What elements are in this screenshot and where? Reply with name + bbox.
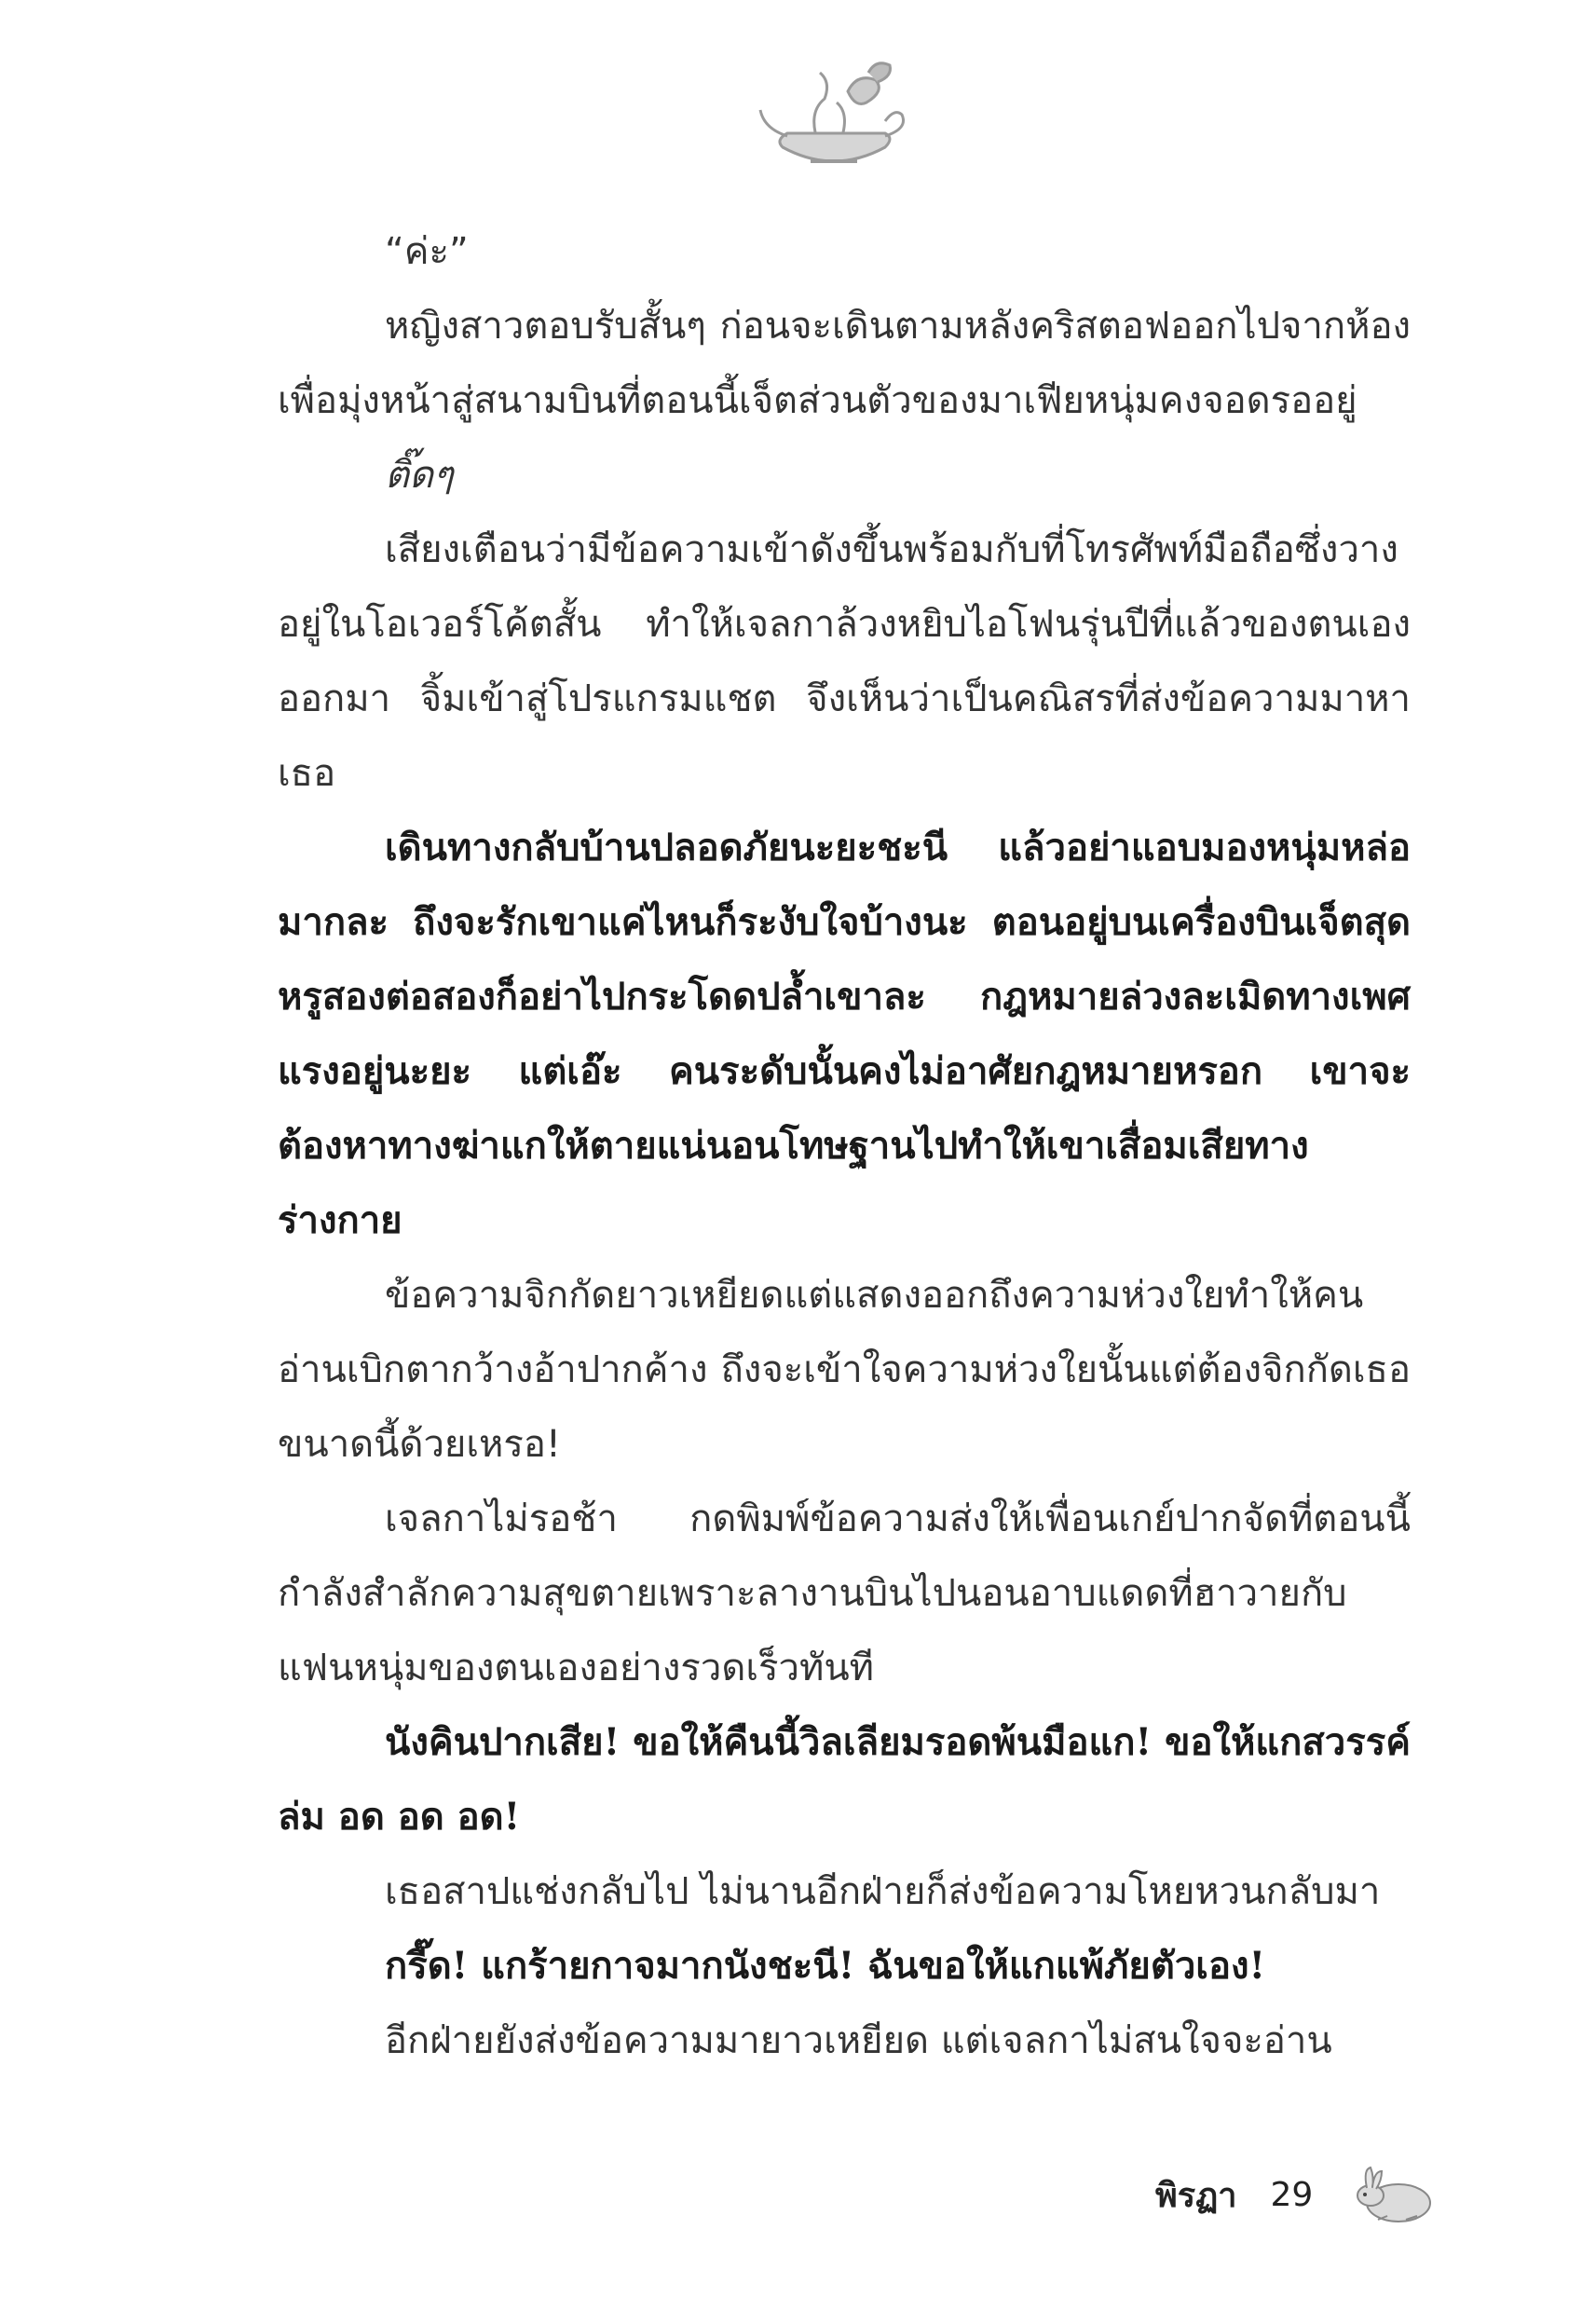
paragraph-1: “ค่ะ” — [385, 230, 469, 273]
paragraph-11: อีกฝ่ายยังส่งข้อความมายาวเหยียด แต่เจลกาไม่สนใจจะอ่าน — [385, 2019, 1332, 2062]
paragraph-2: หญิงสาวตอบรับสั้นๆ ก่อนจะเดินตามหลังคริสตอฟออกไปจากห้องเพื่อมุ่งหน้าสู่สนามบินที่ตอนนี้เจ็ตส่วนตัวของมาเฟียหนุ่มคงจอดรออยู่ — [278, 305, 1411, 422]
paragraph-6: ข้อความจิกกัดยาวเหยียดแต่แสดงออกถึงความห่วงใยทำให้คนอ่านเบิกตากว้างอ้าปากค้าง ถึงจะเข้าใจความห่วงใยนั้นแต่ต้องจิกกัดเธอขนาดนี้ด้วยเหรอ! — [278, 1274, 1411, 1466]
paragraph-8: นังคินปากเสีย! ขอให้คืนนี้วิลเลียมรอดพ้นมือแก! ขอให้แกสวรรค์ล่ม อด อด อด! — [278, 1720, 1411, 1839]
author-name: พิรฏา — [1155, 2176, 1237, 2215]
page-number: 29 — [1270, 2175, 1314, 2214]
paragraph-10: กรี๊ด! แกร้ายกาจมากนังชะนี! ฉันขอให้แกแพ้ภัยตัวเอง! — [385, 1944, 1266, 1988]
paragraph-9: เธอสาปแช่งกลับไป ไม่นานอีกฝ่ายก็ส่งข้อความโหยหวนกลับมา — [385, 1870, 1381, 1913]
paragraph-5: เดินทางกลับบ้านปลอดภัยนะยะชะนี แล้วอย่าแอบมองหนุ่มหล่อมากละ ถึงจะรักเขาแค่ไหนก็ระงับใจบ้างนะ ตอนอยู่บนเครื่องบินเจ็ตสุดหรูสองต่อสองก็อย่าไปกระโดดปล้ำเขาละ กฎหมายล่วงละเมิดทางเพศแรงอยู่นะยะ แต่เอ๊ะ คนระดับนั้นคงไม่อาศัยกฎหมายหรอก เขาจะต้องหาทางฆ่าแกให้ตายแน่นอนโทษฐานไปทำให้เขาเสื่อมเสียทางร่างกาย — [278, 826, 1411, 1242]
paragraph-3: ติ๊ดๆ — [385, 454, 454, 497]
genie-lamp-ornament-icon — [755, 54, 913, 175]
page-footer — [1155, 2162, 1472, 2227]
paragraph-4: เสียงเตือนว่ามีข้อความเข้าดังขึ้นพร้อมกับที่โทรศัพท์มือถือซึ่งวางอยู่ในโอเวอร์โค้ตสั้น ทำให้เจลกาล้วงหยิบไอโฟนรุ่นปีที่แล้วของตนเองออกมา จิ้มเข้าสู่โปรแกรมแชต จึงเห็นว่าเป็นคณิสรที่ส่งข้อความมาหาเธอ — [278, 528, 1411, 795]
body-text — [278, 214, 1411, 2078]
rabbit-icon — [1350, 2164, 1439, 2225]
paragraph-7: เจลกาไม่รอช้า กดพิมพ์ข้อความส่งให้เพื่อนเกย์ปากจัดที่ตอนนี้กำลังสำลักความสุขตายเพราะลางานบินไปนอนอาบแดดที่ฮาวายกับแฟนหนุ่มของตนเองอย่างรวดเร็วทันที — [278, 1497, 1411, 1689]
